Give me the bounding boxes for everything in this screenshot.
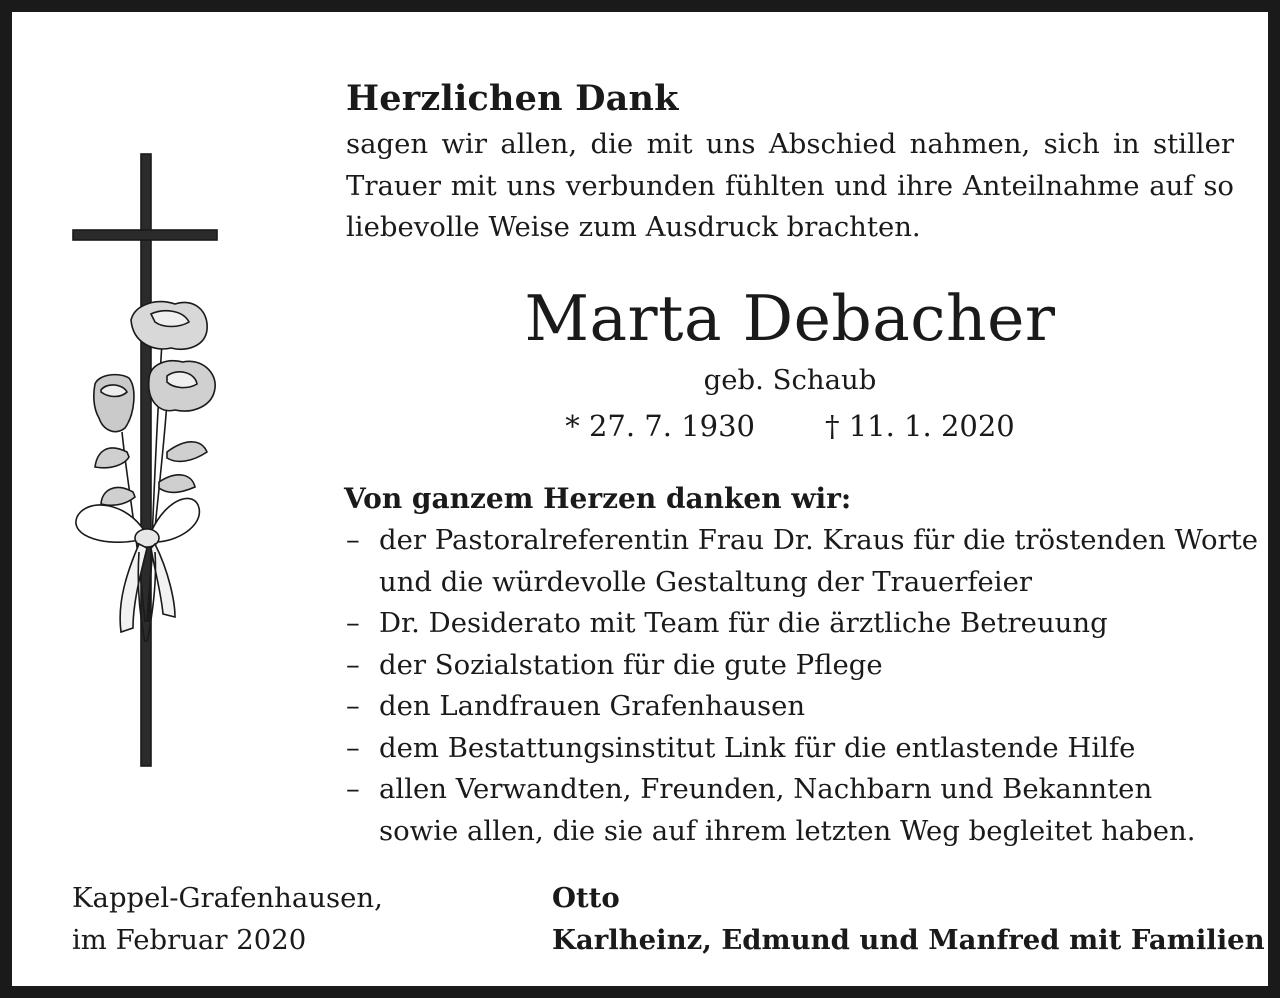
date-line: im Februar 2020 xyxy=(72,923,307,956)
list-item: – dem Bestattungsinstitut Link für die entlastende Hilfe xyxy=(344,728,1244,770)
list-item-continuation: und die würdevolle Gestaltung der Trauerfeier xyxy=(379,565,1033,598)
dash-marker: – xyxy=(346,690,360,722)
list-item: – den Landfrauen Grafenhausen xyxy=(344,686,1244,728)
dash-marker: – xyxy=(346,773,360,805)
signature xyxy=(552,878,1265,961)
list-item-continuation: sowie allen, die sie auf ihrem letzten Weg begleitet haben. xyxy=(379,814,1196,847)
signature-line: Otto xyxy=(552,882,620,914)
list-item: – allen Verwandten, Freunden, Nachbarn und Bekannten xyxy=(344,769,1244,811)
maiden-name: geb. Schaub xyxy=(703,364,877,396)
dash-marker: – xyxy=(346,648,360,681)
thanks-heading: Von ganzem Herzen danken wir: xyxy=(344,482,852,515)
cross-with-roses-icon xyxy=(67,152,227,772)
list-item: – der Sozialstation für die gute Pflege xyxy=(344,645,1244,687)
intro-line: sagen wir allen, die mit uns Abschied nahmen, sich in stiller xyxy=(346,128,1234,160)
dash-marker: – xyxy=(346,607,360,639)
birth-date: * 27. 7. 1930 xyxy=(565,409,755,443)
deceased-name: Marta Debacher xyxy=(524,282,1056,355)
place-line: Kappel-Grafenhausen, xyxy=(72,882,383,914)
list-item: – Dr. Desiderato mit Team für die ärztliche Betreuung xyxy=(344,603,1244,645)
life-dates xyxy=(346,409,1234,443)
signature-line: Karlheinz, Edmund und Manfred mit Familien xyxy=(552,923,1265,956)
dash-marker: – xyxy=(346,524,360,556)
place-and-date xyxy=(72,878,383,961)
intro-line: Trauer mit uns verbunden fühlten und ihre Anteilnahme auf so xyxy=(346,169,1234,202)
list-item: – der Pastoralreferentin Frau Dr. Kraus für die tröstenden Worte xyxy=(344,520,1244,562)
dash-marker: – xyxy=(346,731,360,764)
intro-text xyxy=(346,124,1234,249)
thanks-list xyxy=(344,520,1259,852)
heading: Herzlichen Dank xyxy=(346,78,679,119)
death-date: † 11. 1. 2020 xyxy=(825,409,1015,443)
intro-line: liebevolle Weise zum Ausdruck brachten. xyxy=(346,211,921,243)
